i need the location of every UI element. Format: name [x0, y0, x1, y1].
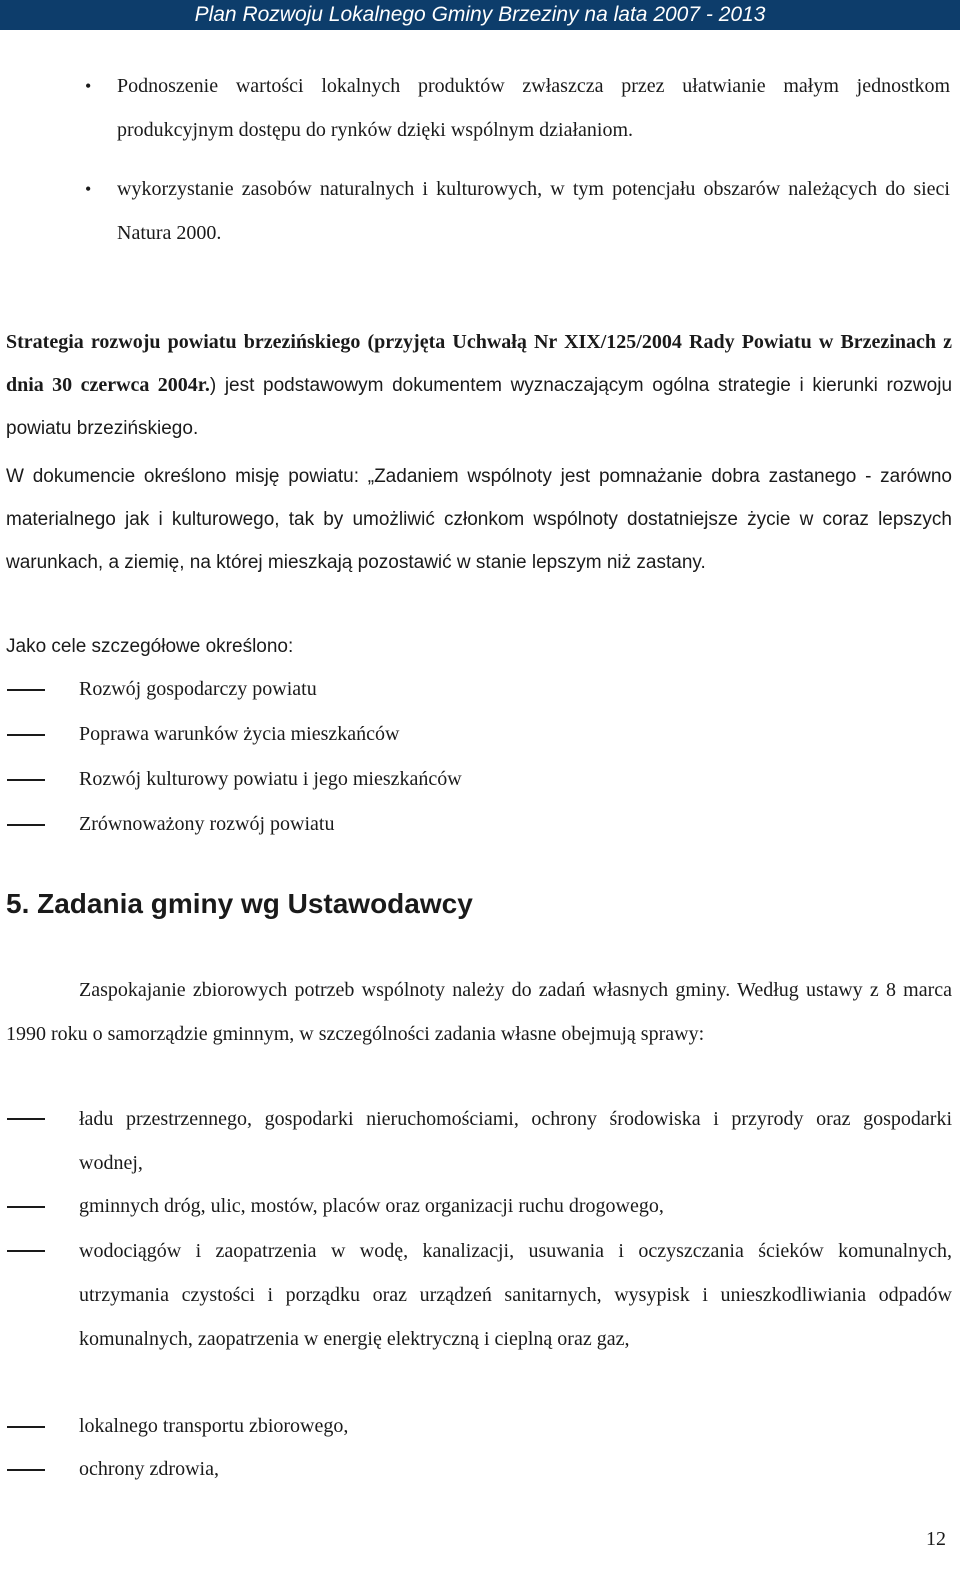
page-number: 12 [926, 1528, 946, 1550]
task-item: wodociągów i zaopatrzenia w wodę, kanalizacji, usuwania i oczyszczania ścieków komunalnych, utrzymania czystości i porządku oraz urządzeń sanitarnych, wysypisk i unieszkodliwiania odpadów komunalnych, zaopatrzenia w energię elektryczną i cieplną oraz gaz, [79, 1229, 952, 1361]
goal-item: Rozwój kulturowy powiatu i jego mieszkańców [79, 758, 952, 801]
strategy-paragraph [6, 321, 952, 450]
section-heading: 5. Zadania gminy wg Ustawodawcy [6, 888, 473, 919]
goal-item: Poprawa warunków życia mieszkańców [79, 713, 952, 756]
task-item: lokalnego transportu zbiorowego, [79, 1405, 952, 1448]
header-title: Plan Rozwoju Lokalnego Gminy Brzeziny na lata 2007 - 2013 [194, 3, 766, 26]
goals-intro: Jako cele szczegółowe określono: [6, 636, 294, 657]
strategy-title: Strategia rozwoju powiatu brzezińskiego (przyjęta Uchwałą Nr XIX/125/2004 Rady Powiatu w Brzezinach z dnia 30 czerwca 2004r. [6, 331, 952, 396]
document-header [0, 0, 960, 30]
task-item: gminnych dróg, ulic, mostów, placów oraz organizacji ruchu drogowego, [79, 1185, 952, 1228]
goal-item: Rozwój gospodarczy powiatu [79, 668, 952, 711]
bullet-item: • wykorzystanie zasobów naturalnych i kulturowych, w tym potencjału obszarów należących do sieci Natura 2000. [117, 167, 950, 255]
task-item: ładu przestrzennego, gospodarki nieruchomościami, ochrony środowiska i przyrody oraz gospodarki wodnej, [79, 1097, 952, 1185]
mission-paragraph: W dokumencie określono misję powiatu: „Zadaniem wspólnoty jest pomnażanie dobra zastanego - zarówno materialnego jak i kulturowego, tak by umożliwić członkom wspólnoty dostatniejsze życie w coraz lepszych warunkach, a ziemię, na której mieszkają pozostawić w stanie lepszym niż zastany. [6, 466, 952, 573]
task-item: ochrony zdrowia, [79, 1448, 952, 1491]
strategy-text: ) jest podstawowym dokumentem wyznaczającym ogólna strategie i kierunki rozwoju powiatu brzezińskiego. [6, 375, 953, 439]
section-intro: Zaspokajanie zbiorowych potrzeb wspólnoty należy do zadań własnych gminy. Według ustawy z 8 marca 1990 roku o samorządzie gminnym, w szczególności zadania własne obejmują sprawy: [6, 979, 952, 1045]
bullet-item: • Podnoszenie wartości lokalnych produktów zwłaszcza przez ułatwianie małym jednostkom produkcyjnym dostępu do rynków dzięki wspólnym działaniom. [117, 64, 950, 152]
goal-item: Zrównoważony rozwój powiatu [79, 803, 952, 846]
